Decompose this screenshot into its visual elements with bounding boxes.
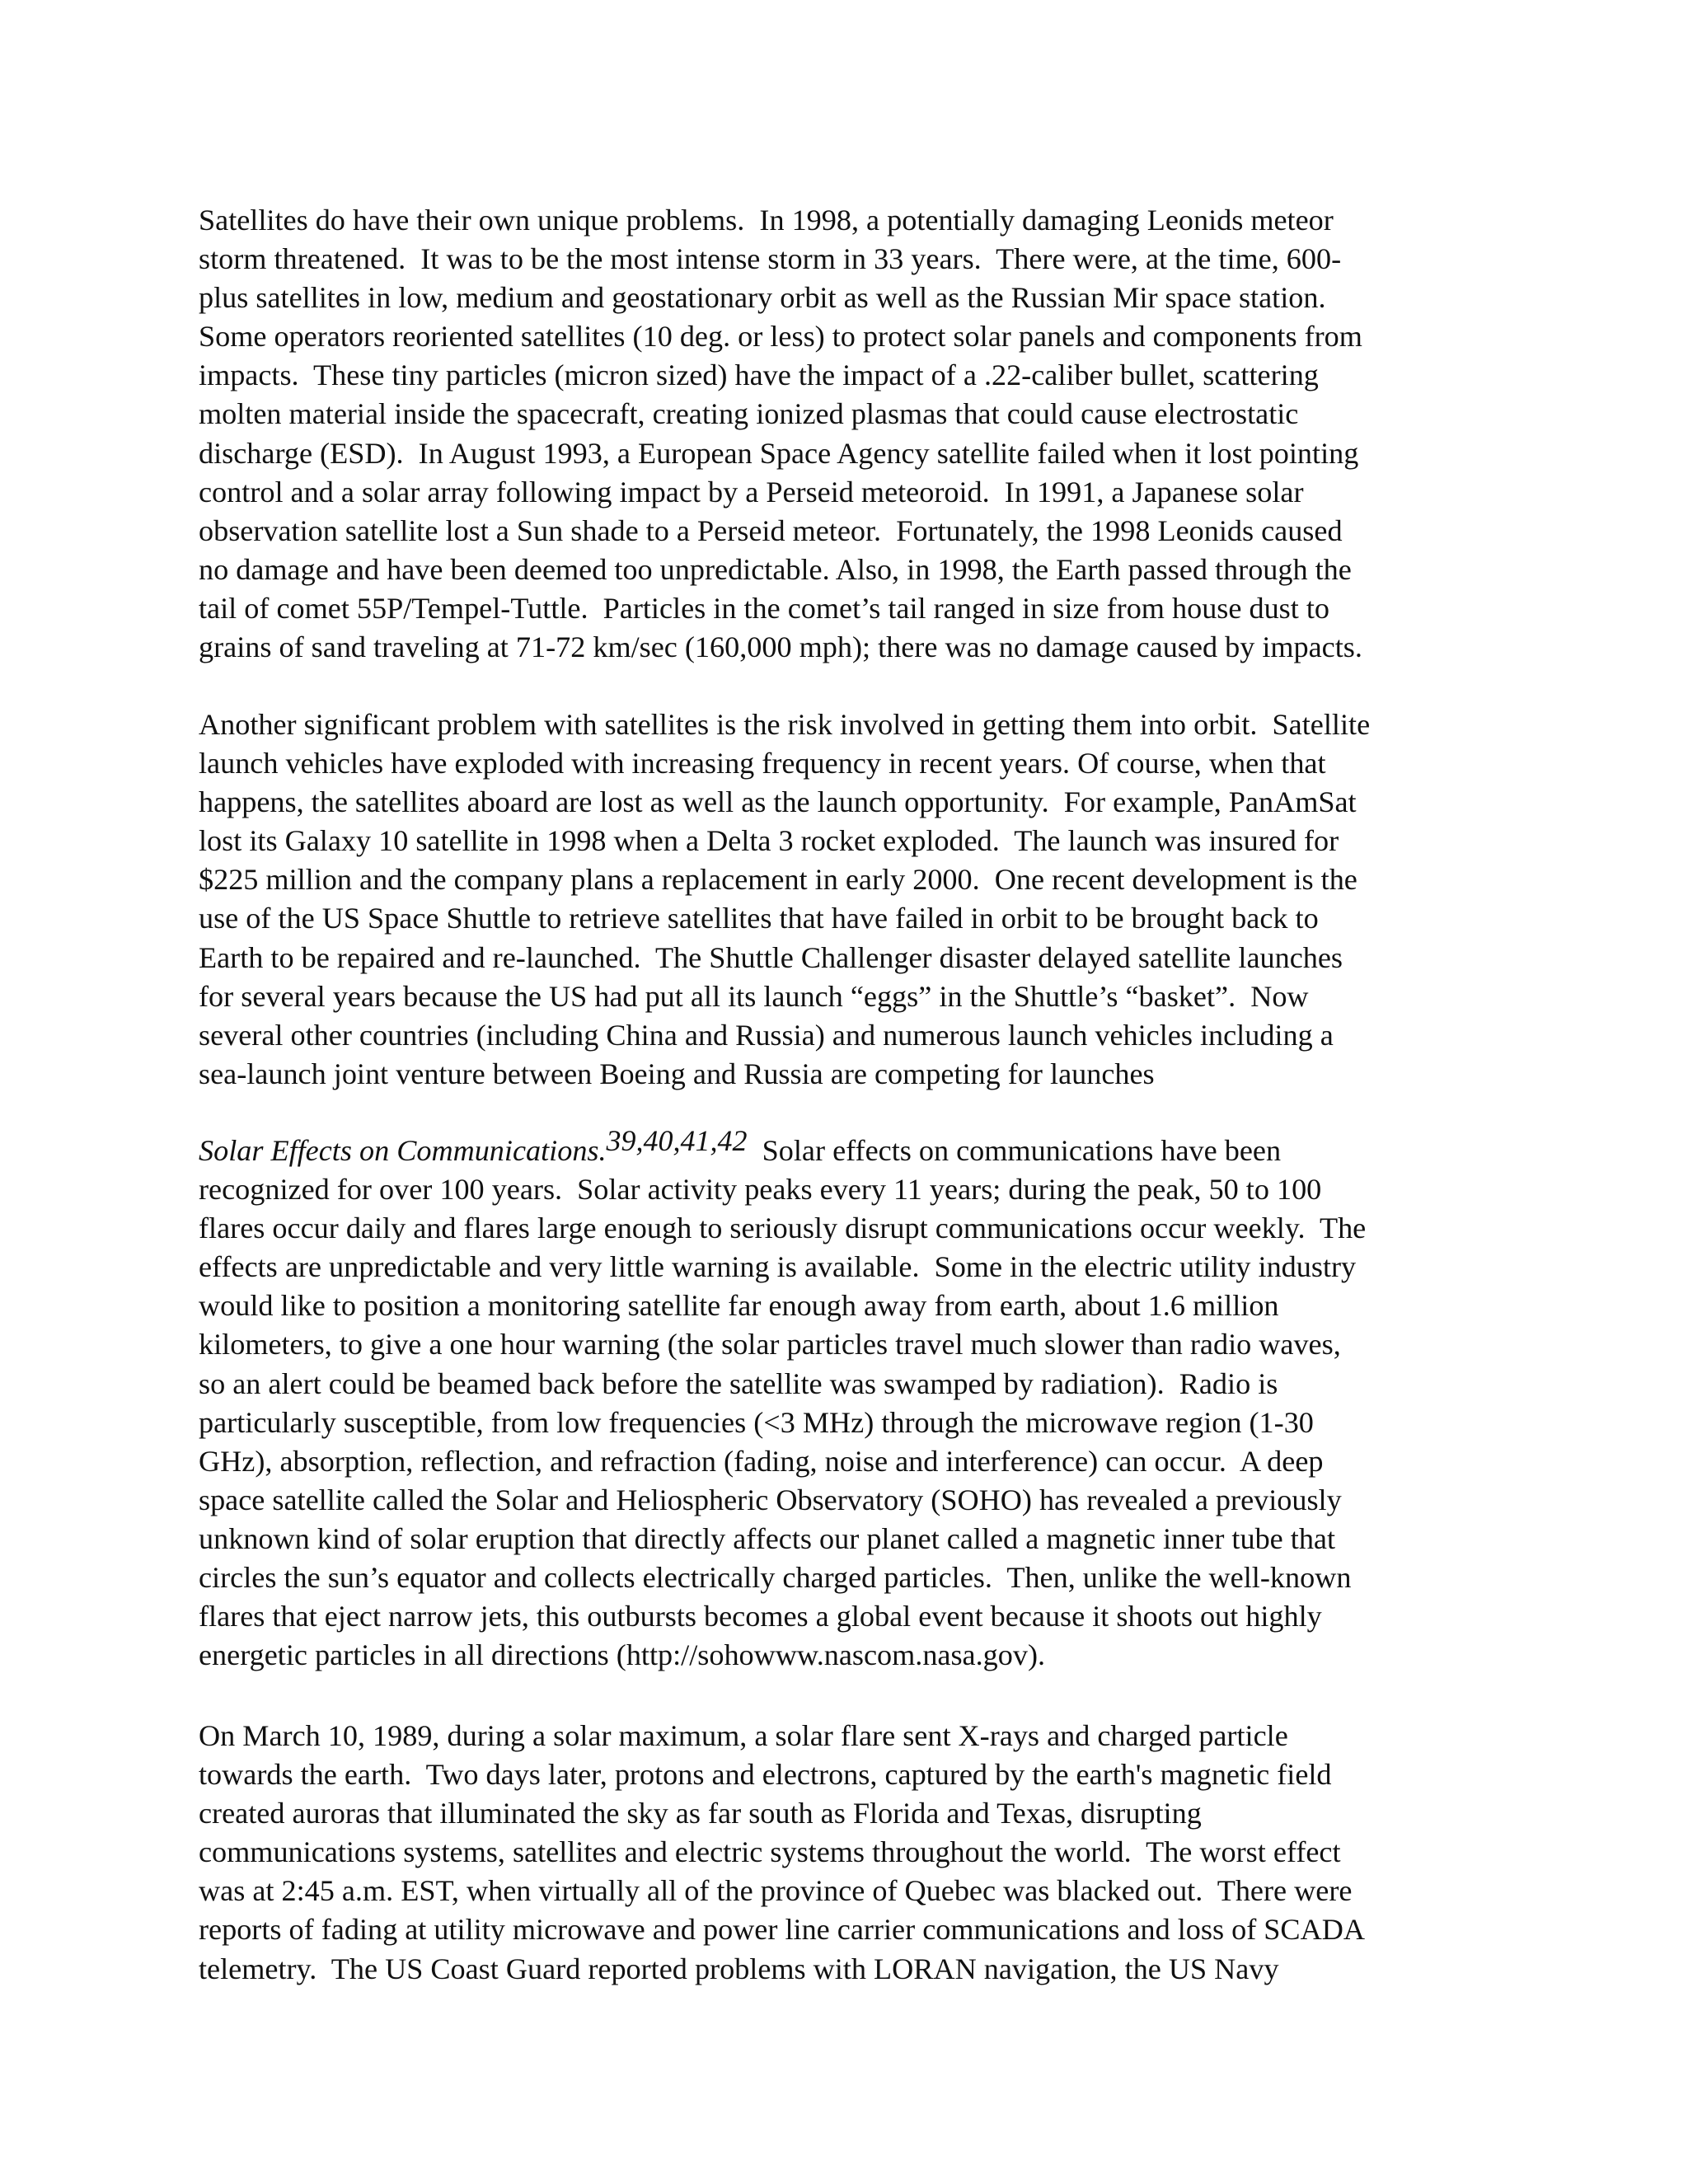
text-line: impacts. These tiny particles (micron sized) have the impact of a .22-caliber bullet, scattering — [199, 359, 1319, 392]
text-line: communications systems, satellites and electric systems throughout the world. The worst effect — [199, 1835, 1341, 1869]
text-line: energetic particles in all directions (http://sohowww.nascom.nasa.gov). — [199, 1638, 1046, 1672]
text-line: flares occur daily and flares large enough to seriously disrupt communications occur weekly. The — [199, 1212, 1367, 1245]
text-line: so an alert could be beamed back before the satellite was swamped by radiation). Radio is — [199, 1366, 1278, 1400]
text-line: was at 2:45 a.m. EST, when virtually all of the province of Quebec was blacked out. There were — [199, 1874, 1353, 1908]
text-line: kilometers, to give a one hour warning (the solar particles travel much slower than radio waves, — [199, 1328, 1341, 1361]
text-line: effects are unpredictable and very little warning is available. Some in the electric utility industry — [199, 1250, 1357, 1284]
text-line: tail of comet 55P/Tempel-Tuttle. Particles in the comet’s tail ranged in size from house dust to — [199, 591, 1329, 625]
text-line: flares that eject narrow jets, this outbursts becomes a global event because it shoots out highly — [199, 1600, 1322, 1633]
text-line: storm threatened. It was to be the most intense storm in 33 years. There were, at the time, 600- — [199, 242, 1342, 276]
text-line: $225 million and the company plans a replacement in early 2000. One recent development is the — [199, 863, 1357, 897]
text-line: reports of fading at utility microwave and power line carrier communications and loss of SCADA — [199, 1913, 1365, 1947]
text-line: unknown kind of solar eruption that directly affects our planet called a magnetic inner tube that — [199, 1521, 1336, 1555]
paragraph-solar-effects — [199, 1124, 1501, 1675]
paragraph-launch-risk — [199, 705, 1501, 1094]
text-line: GHz), absorption, reflection, and refraction (fading, noise and interference) can occur. A deep — [199, 1444, 1324, 1478]
reference-superscript: 39,40,41,42 — [606, 1124, 748, 1157]
text-line: space satellite called the Solar and Heliospheric Observatory (SOHO) has revealed a previously — [199, 1483, 1342, 1516]
text-line: Some operators reoriented satellites (10 deg. or less) to protect solar panels and components from — [199, 320, 1362, 354]
text-line: Earth to be repaired and re-launched. The Shuttle Challenger disaster delayed satellite launches — [199, 940, 1343, 974]
text-line: control and a solar array following impact by a Perseid meteoroid. In 1991, a Japanese solar — [199, 475, 1304, 509]
text-line: created auroras that illuminated the sky as far south as Florida and Texas, disrupting — [199, 1797, 1202, 1830]
text-line: Satellites do have their own unique problems. In 1998, a potentially damaging Leonids meteor — [199, 204, 1334, 237]
text-line-rest: Solar effects on communications have been — [747, 1134, 1282, 1167]
text-line: On March 10, 1989, during a solar maximum, a solar flare sent X-rays and charged particle — [199, 1719, 1288, 1752]
section-heading: Solar Effects on Communications. — [199, 1134, 607, 1167]
text-line: discharge (ESD). In August 1993, a European Space Agency satellite failed when it lost pointing — [199, 436, 1359, 470]
text-line: grains of sand traveling at 71-72 km/sec (160,000 mph); there was no damage caused by impacts. — [199, 630, 1362, 664]
text-line: telemetry. The US Coast Guard reported problems with LORAN navigation, the US Navy — [199, 1952, 1279, 1985]
text-line: towards the earth. Two days later, protons and electrons, captured by the earth's magnetic field — [199, 1758, 1332, 1792]
text-line: for several years because the US had put all its launch “eggs” in the Shuttle’s “basket”. Now — [199, 979, 1309, 1013]
paragraph-meteor-storm — [199, 201, 1501, 667]
text-line: recognized for over 100 years. Solar activity peaks every 11 years; during the peak, 50 to 100 — [199, 1173, 1322, 1207]
text-line: lost its Galaxy 10 satellite in 1998 when a Delta 3 rocket exploded. The launch was insured for — [199, 824, 1339, 858]
text-line: launch vehicles have exploded with increasing frequency in recent years. Of course, when that — [199, 747, 1326, 780]
text-line: Another significant problem with satellites is the risk involved in getting them into orbit. Satellite — [199, 708, 1371, 741]
text-line: no damage and have been deemed too unpredictable. Also, in 1998, the Earth passed through the — [199, 552, 1352, 586]
text-line: molten material inside the spacecraft, creating ionized plasmas that could cause electrostatic — [199, 397, 1299, 431]
section-heading-line — [199, 1124, 1501, 1170]
text-line: would like to position a monitoring satellite far enough away from earth, about 1.6 million — [199, 1289, 1279, 1323]
text-line: particularly susceptible, from low frequencies (<3 MHz) through the microwave region (1-30 — [199, 1405, 1314, 1439]
text-line: circles the sun’s equator and collects electrically charged particles. Then, unlike the well-known — [199, 1561, 1352, 1595]
text-line: use of the US Space Shuttle to retrieve satellites that have failed in orbit to be brought back to — [199, 902, 1319, 935]
text-line: several other countries (including China and Russia) and numerous launch vehicles including a — [199, 1018, 1334, 1052]
text-line: sea-launch joint venture between Boeing and Russia are competing for launches — [199, 1057, 1155, 1090]
text-line: happens, the satellites aboard are lost as well as the launch opportunity. For example, PanAmSat — [199, 785, 1357, 819]
paragraph-march-1989 — [199, 1717, 1501, 1989]
text-line: observation satellite lost a Sun shade to a Perseid meteor. Fortunately, the 1998 Leonids caused — [199, 513, 1343, 547]
text-line: plus satellites in low, medium and geostationary orbit as well as the Russian Mir space station. — [199, 281, 1326, 315]
